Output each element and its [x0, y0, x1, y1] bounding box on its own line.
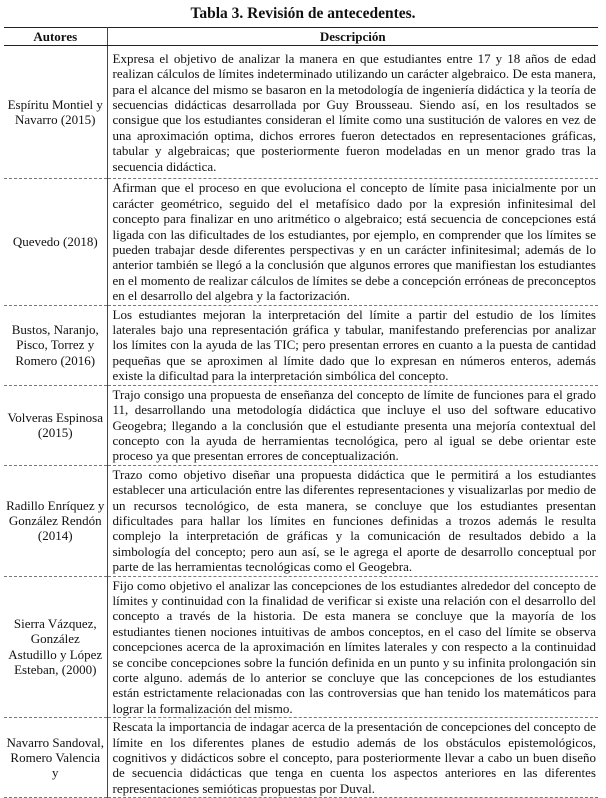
description-cell: Rescata la importancia de indagar acerca de la presentación de concepciones del concepto de límite en los diferentes planes de estudio además de los obstáculos epistemológicos, cognitivos y didácticos sobre el concepto, para posteriormente llevar a cabo un buen diseño de secuencia didácticas que tenga en cuenta los aspectos anteriores en las diferentes representaciones semióticas propuestas por Duval.: [107, 718, 598, 798]
table-header-row: [4, 28, 598, 46]
description-cell: Expresa el objetivo de analizar la manera en que estudiantes entre 17 y 18 años de edad realizan cálculos de límites indeterminado utilizando un carácter algebraico. De esta manera, para el alcance del mismo se basaron en la metodología de ingeniería didáctica y la teoría de secuencias didácticas desarrollada por Guy Brousseau. Siendo así, en los resultados se consigue que los estudiantes consideran el límite como una sustitución de valores en vez de una aproximación optima, dichos errores fueron detectados en representaciones gráficas, tabular y algebraicas; que posteriormente fueron modeladas en un menor grado tras la secuencia didáctica.: [107, 46, 598, 179]
author-cell: Bustos, Naranjo, Pisco, Torrez y Romero (2016): [4, 305, 107, 385]
table-caption: Tabla 3. Revisión de antecedentes.: [190, 5, 416, 22]
author-cell: Radillo Enríquez y González Rendón (2014): [4, 465, 107, 576]
author-cell: Volveras Espinosa (2015): [4, 385, 107, 465]
table-row: [4, 305, 598, 385]
table-row: [4, 385, 598, 465]
author-cell: Navarro Sandoval, Romero Valencia y: [4, 718, 107, 798]
table-row: [4, 576, 598, 718]
review-table: [4, 27, 598, 798]
description-cell: Los estudiantes mejoran la interpretación del límite a partir del estudio de los límites laterales bajo una representación gráfica y tabular, manifestando preferencias por analizar los límites con la ayuda de las TIC; pero presentan errores en cuanto a la puesta de cantidad pequeñas que se aproximen al límite dado que lo expresan en números enteros, además existe la dificultad para la interpretación simbólica del concepto.: [107, 305, 598, 385]
description-cell: Trajo consigo una propuesta de enseñanza del concepto de límite de funciones para el grado 11, desarrollando una metodología didáctica que incluye el uso del software educativo Geogebra; llegando a la conclusión que el estudiante presenta una mejoría contextual del concepto con la ayuda de herramientas tecnológica, pero al igual se debe orientar este proceso ya que presentan errores de conceptualización.: [107, 385, 598, 465]
column-header-description: Descripción: [107, 28, 598, 46]
description-cell: Trazo como objetivo diseñar una propuesta didáctica que le permitirá a los estudiantes establecer una articulación entre las diferentes representaciones y visualizarlas por medio de un recursos tecnológico, de esta manera, se concluye que los estudiantes presentan dificultades para hallar los límites en funciones definidas a trozos además le resulta complejo la interpretación de gráficas y la comunicación de resultados debido a la simbología del concepto; pero aun así, se le agrega el aporte de desarrollo conceptual por parte de las herramientas tecnológicas como el Geogebra.: [107, 465, 598, 576]
table-row: [4, 179, 598, 305]
author-cell: Espíritu Montiel y Navarro (2015): [4, 46, 107, 179]
column-header-authors: Autores: [4, 28, 107, 46]
author-cell: Quevedo (2018): [4, 179, 107, 305]
author-cell: Sierra Vázquez, González Astudillo y López Esteban, (2000): [4, 576, 107, 718]
table-row: [4, 46, 598, 179]
table-row: [4, 465, 598, 576]
description-cell: Afirman que el proceso en que evoluciona el concepto de límite pasa inicialmente por un carácter geométrico, seguido del el metafísico dado por la expresión infinitesimal del concepto para finalizar en uno aritmético o algebraico; está secuencia de concepciones está ligada con las dificultades de los estudiantes, por ejemplo, en comprender que los límites se pueden trabajar desde diferentes perspectivas y en un carácter infinitesimal; además de lo anterior también se llegó a la conclusión que algunos errores que manifiestan los estudiantes en el momento de realizar cálculos de límites se debe a concepción erróneas de preconceptos en el desarrollo del algebra y la factorización.: [107, 179, 598, 305]
table-row: [4, 718, 598, 798]
description-cell: Fijo como objetivo el analizar las concepciones de los estudiantes alrededor del concepto de límites y continuidad con la finalidad de verificar si existe una relación con el desarrollo del concepto a través de la historia. De esta manera se concluye que la mayoría de los estudiantes tienen nociones intuitivas de ambos conceptos, en el caso del límite se observa concepciones acerca de la aproximación en límites laterales y con respecto a la continuidad se concibe concepciones sobre la función definida en un punto y su infinita prolongación sin corte alguno. además de lo anterior se concluye que las concepciones de los estudiantes están estrictamente relacionadas con las controversias que han tenido los matemáticos para lograr la formalización del mismo.: [107, 576, 598, 718]
